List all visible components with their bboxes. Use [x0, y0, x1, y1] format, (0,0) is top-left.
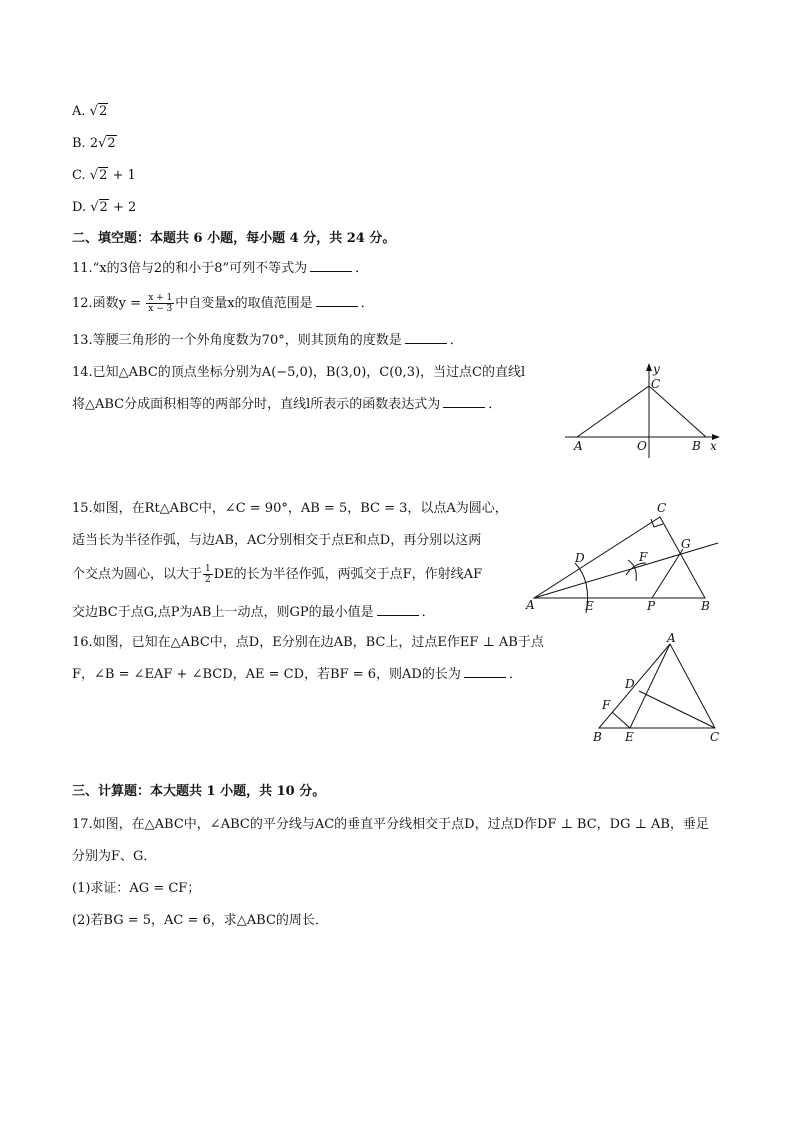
option-b: B. 2√2: [72, 134, 117, 154]
label-b: B: [593, 730, 602, 744]
label-y: y: [653, 362, 660, 376]
segment-gp: [652, 549, 683, 598]
answer-blank: [443, 395, 485, 408]
question-15-line1: 15.如图，在Rt△ABC中，∠C = 90°，AB = 5，BC = 3，以点A为圆心，: [72, 501, 508, 516]
ray-af: [534, 543, 718, 598]
label-g: G: [681, 537, 691, 551]
sqrt-expression: √2: [89, 104, 108, 119]
sqrt-expression: √2: [90, 200, 108, 215]
label-d: D: [625, 677, 635, 691]
label-a: A: [667, 632, 676, 645]
segment-cd: [639, 691, 715, 728]
question-16-line1: 16.如图，已知在△ABC中，点D，E分别在边AB，BC上，过点E作EF ⊥ AB于点: [72, 635, 544, 650]
label-c: C: [651, 377, 661, 391]
question-16-line2: F，∠B = ∠EAF + ∠BCD，AE = CD，若BF = 6，则AD的长为 ．: [72, 667, 522, 682]
question-15-line2: 适当长为半径作弧，与边AB，AC分别相交于点E和点D，再分别以这两: [72, 533, 482, 548]
label-f: F: [602, 698, 611, 712]
question-15-line3: 个交点为圆心，以大于 $\frac{1}{2}$ DE的长为半径作弧，两弧交于点F，作射线AF: [72, 564, 483, 585]
question-17-part1: (1)求证：AG = CF；: [72, 881, 201, 896]
label-f: F: [639, 550, 648, 564]
label-a: A: [526, 598, 535, 612]
answer-blank: [464, 665, 506, 678]
segment-ae: [630, 644, 670, 728]
section-heading-calculation: 三、计算题：本大题共 1 小题，共 10 分。: [72, 784, 326, 799]
triangle-abc: [534, 517, 705, 598]
question-14-line2: 将△ABC分成面积相等的两部分时，直线l所表示的函数表达式为 ．: [72, 397, 502, 412]
label-o: O: [637, 439, 647, 453]
answer-blank: [377, 603, 419, 616]
y-axis-arrow: [646, 363, 652, 371]
label-a: A: [574, 439, 583, 453]
figure-15-right-triangle: [520, 495, 730, 620]
label-x: x: [710, 439, 717, 453]
question-12: 12.函数y = $\frac{x + 1}{x - 3}$ 中自变量x的取值范围是 ．: [72, 293, 374, 314]
question-13: 13.等腰三角形的一个外角度数为70°，则其顶角的度数是 ．: [72, 333, 463, 348]
label-e: E: [585, 599, 594, 613]
figure-16-triangle: [585, 632, 725, 750]
sqrt-expression: √2: [98, 136, 116, 151]
question-17-line2: 分别为F、G．: [72, 849, 157, 864]
question-17-part2: (2)若BG = 5，AC = 6，求△ABC的周长．: [72, 913, 328, 928]
sqrt-expression: √2: [89, 168, 108, 183]
option-d: D. √2 + 2: [72, 198, 136, 218]
fraction: $\frac{x + 1}{x - 3}$: [148, 293, 173, 314]
triangle-abc: [577, 386, 706, 437]
question-14-line1: 14.已知△ABC的顶点坐标分别为A(−5,0)，B(3,0)，C(0,3)，当过点C的直线l: [72, 365, 526, 380]
label-b: B: [701, 599, 710, 613]
right-angle-mark: [651, 519, 663, 527]
segment-ef: [612, 712, 630, 728]
question-15-line4: 交边BC于点G,点P为AB上一动点，则GP的最小值是 ．: [72, 605, 435, 620]
section-heading-fill-in: 二、填空题：本题共 6 小题，每小题 4 分，共 24 分。: [72, 231, 396, 246]
question-17-line1: 17.如图，在△ABC中，∠ABC的平分线与AC的垂直平分线相交于点D，过点D作DF ⊥ BC，DG ⊥ AB，垂足: [72, 817, 709, 832]
label-b: B: [692, 439, 701, 453]
answer-blank: [405, 331, 447, 344]
figure-14-coordinate-triangle: [560, 360, 730, 460]
option-a: A. √2: [72, 102, 108, 122]
option-c: C. √2 + 1: [72, 166, 136, 186]
answer-blank: [310, 259, 352, 272]
label-e: E: [625, 730, 634, 744]
label-c: C: [657, 501, 667, 515]
fraction: $\frac{1}{2}$: [205, 564, 211, 585]
label-p: P: [647, 599, 656, 613]
label-c: C: [710, 730, 720, 744]
label-d: D: [575, 551, 585, 565]
answer-blank: [316, 294, 358, 307]
question-11: 11.“x的3倍与2的和小于8”可列不等式为 ．: [72, 261, 369, 276]
